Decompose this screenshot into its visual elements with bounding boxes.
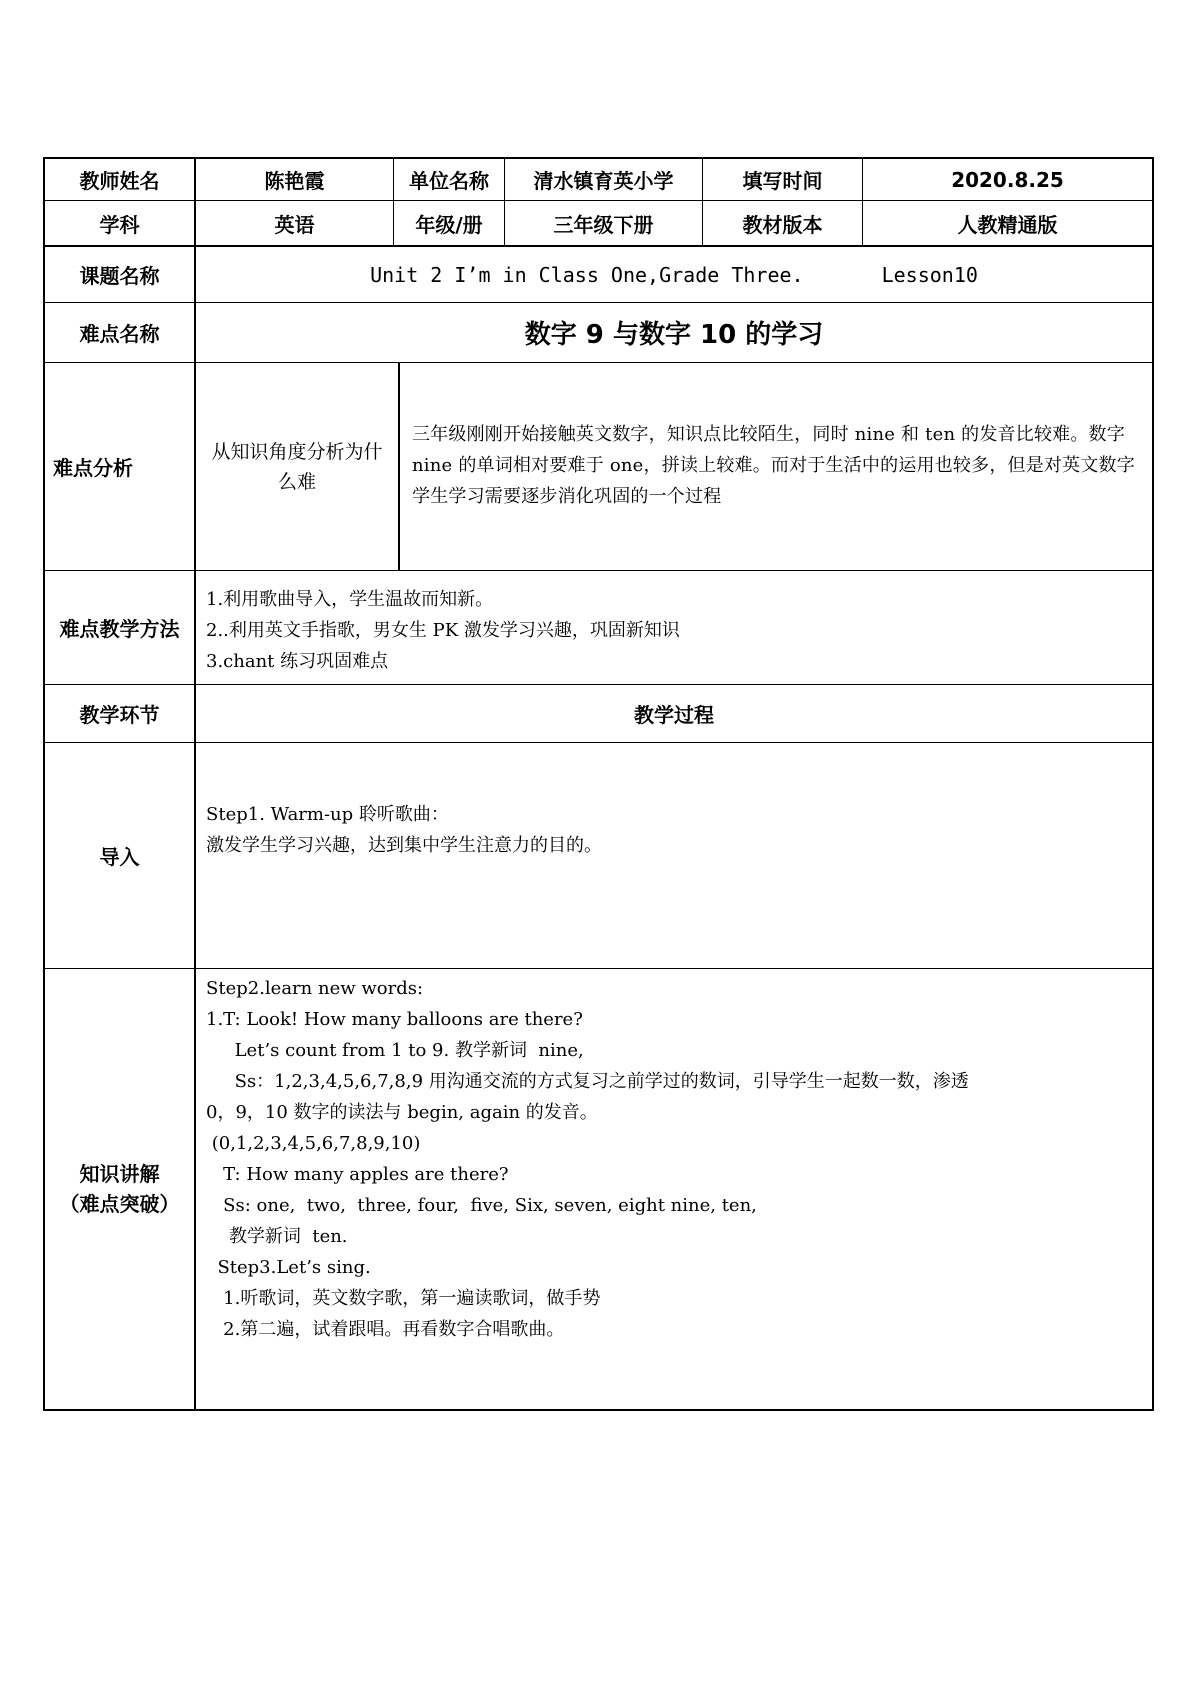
date-value-cell [863, 159, 1152, 200]
explanation-line-12: 2.第二遍，试着跟唱。再看数字合唱歌曲。 [206, 1319, 565, 1340]
date-label: 填写时间 [742, 169, 823, 193]
methods-label: 难点教学方法 [59, 617, 180, 641]
analysis-label-cell [45, 363, 196, 570]
analysis-sublabel-cell [196, 363, 400, 570]
explanation-line-5: 0，9，10 数字的读法与 begin, again 的发音。 [206, 1102, 598, 1123]
subject-label-cell [45, 201, 196, 245]
explanation-row [45, 969, 1152, 1409]
explanation-text-cell [196, 969, 1152, 1409]
teacher-value-cell [196, 159, 394, 200]
explanation-line-10: Step3.Let’s sing. [206, 1257, 371, 1278]
grade-value: 三年级下册 [553, 212, 654, 237]
unit-label: 单位名称 [409, 169, 489, 193]
subject-value: 英语 [274, 212, 315, 237]
topic-value: Unit 2 I’m in Class One,Grade Three. [370, 262, 804, 287]
methods-line-3: 3.chant 练习巩固难点 [206, 651, 389, 672]
date-label-cell [703, 159, 863, 200]
process-label: 教学环节 [79, 703, 160, 727]
unit-value: 清水镇育英小学 [533, 169, 674, 193]
process-value-cell [196, 685, 1152, 742]
explanation-label-cell [45, 969, 196, 1409]
analysis-text: 三年级刚刚开始接触英文数字，知识点比较陌生，同时 nine 和 ten 的发音比较难。数字 nine 的单词相对要难于 one，拼读上较难。而对于生活中的运用也较多，但是对英文数字学生学习需要逐步消化巩固的一个过程 [412, 424, 1135, 507]
grade-label: 年级/册 [415, 212, 483, 237]
edition-value-cell [863, 201, 1152, 245]
explanation-line-4: Ss：1,2,3,4,5,6,7,8,9 用沟通交流的方式复习之前学过的数词，引导学生一起数一数，渗透 [206, 1071, 969, 1092]
teacher-value: 陈艳霞 [264, 169, 325, 193]
process-header-row [45, 685, 1152, 743]
methods-line-1: 1.利用歌曲导入，学生温故而知新。 [206, 589, 494, 610]
topic-label: 课题名称 [79, 264, 160, 288]
difficulty-row [45, 303, 1152, 363]
difficulty-label: 难点名称 [79, 322, 160, 346]
methods-list [206, 584, 680, 677]
topic-row [45, 247, 1152, 303]
unit-value-cell [505, 159, 703, 200]
edition-value: 人教精通版 [957, 212, 1058, 237]
intro-row [45, 743, 1152, 969]
explanation-line-8: Ss: one, two, three, four, five, Six, seven, eight nine, ten, [206, 1195, 757, 1216]
process-label-cell [45, 685, 196, 742]
intro-text [206, 799, 602, 861]
topic-lesson: Lesson10 [881, 262, 978, 287]
header-row-1 [45, 159, 1152, 201]
explanation-line-11: 1.听歌词，英文数字歌，第一遍读歌词，做手势 [206, 1288, 601, 1309]
analysis-row [45, 363, 1152, 571]
grade-value-cell [505, 201, 703, 245]
lesson-plan-table [43, 157, 1154, 1411]
edition-label-cell [703, 201, 863, 245]
difficulty-label-cell [45, 303, 196, 362]
intro-text-cell [196, 743, 1152, 968]
subject-value-cell [196, 201, 394, 245]
header-row-2 [45, 201, 1152, 247]
teacher-label-cell [45, 159, 196, 200]
topic-label-cell [45, 247, 196, 302]
intro-label: 导入 [99, 845, 140, 869]
methods-text-cell [196, 571, 1152, 684]
grade-label-cell [394, 201, 505, 245]
explanation-label-line1: 知识讲解 [79, 1162, 160, 1186]
process-value: 教学过程 [634, 703, 714, 727]
explanation-line-2: 1.T: Look! How many balloons are there? [206, 1009, 583, 1030]
topic-value-cell [196, 247, 1152, 302]
explanation-line-6: (0,1,2,3,4,5,6,7,8,9,10) [206, 1133, 421, 1154]
analysis-sublabel: 从知识角度分析为什么难 [211, 440, 383, 493]
intro-line-1: Step1. Warm-up 聆听歌曲： [206, 804, 449, 825]
explanation-line-7: T: How many apples are there? [206, 1164, 509, 1185]
date-value: 2020.8.25 [951, 167, 1064, 192]
explanation-line-1: Step2.learn new words: [206, 978, 424, 999]
intro-label-cell [45, 743, 196, 968]
explanation-label-line2: （难点突破） [59, 1192, 180, 1216]
edition-label: 教材版本 [742, 212, 823, 237]
analysis-label: 难点分析 [53, 456, 133, 480]
subject-label: 学科 [99, 212, 140, 237]
explanation-line-3: Let’s count from 1 to 9. 教学新词 nine, [206, 1040, 584, 1061]
difficulty-value: 数字 9 与数字 10 的学习 [524, 320, 824, 350]
analysis-text-cell [400, 363, 1152, 570]
teacher-label: 教师姓名 [79, 169, 160, 193]
methods-row [45, 571, 1152, 685]
methods-label-cell [45, 571, 196, 684]
explanation-line-9: 教学新词 ten. [206, 1226, 348, 1247]
methods-line-2: 2..利用英文手指歌，男女生 PK 激发学习兴趣，巩固新知识 [206, 620, 680, 641]
unit-label-cell [394, 159, 505, 200]
difficulty-value-cell [196, 303, 1152, 362]
explanation-text [206, 973, 1146, 1345]
intro-line-2: 激发学生学习兴趣，达到集中学生注意力的目的。 [206, 835, 602, 856]
